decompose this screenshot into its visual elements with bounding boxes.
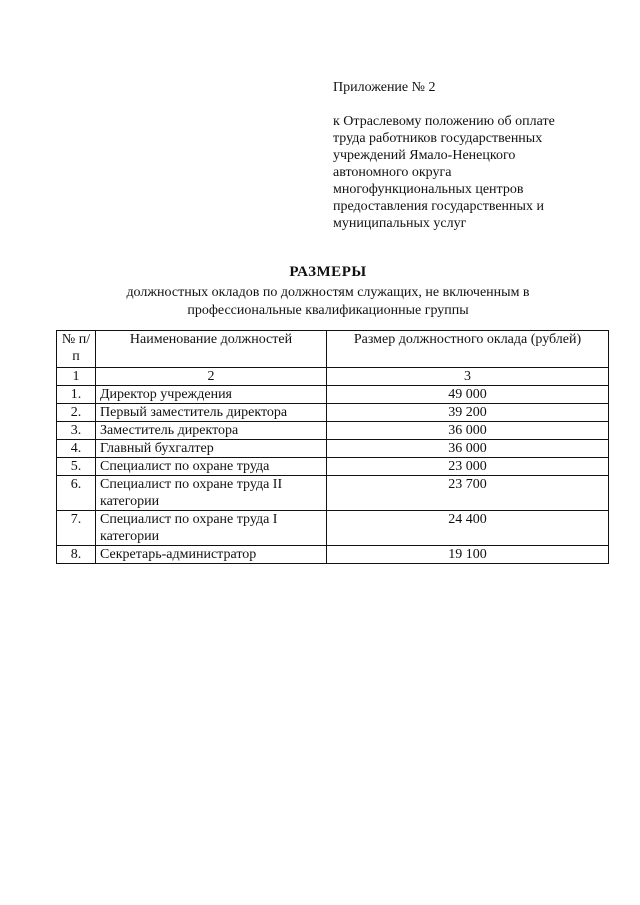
row-number: 3. [57, 422, 96, 440]
row-number: 2. [57, 404, 96, 422]
table-row [57, 546, 609, 564]
header-number: № п/п [57, 331, 96, 368]
column-number-2: 2 [96, 368, 327, 386]
table-row [57, 511, 609, 546]
row-number: 1. [57, 386, 96, 404]
row-number: 7. [57, 511, 96, 546]
table-row [57, 440, 609, 458]
position-name: Директор учреждения [96, 386, 327, 404]
appendix-number: Приложение № 2 [333, 80, 436, 95]
position-name: Секретарь-администратор [96, 546, 327, 564]
position-name: Специалист по охране труда I категории [96, 511, 327, 546]
column-numbers-row [57, 368, 609, 386]
table-row [57, 422, 609, 440]
header-salary: Размер должностного оклада (рублей) [327, 331, 609, 368]
salary-value: 49 000 [327, 386, 609, 404]
salary-value: 24 400 [327, 511, 609, 546]
column-number-3: 3 [327, 368, 609, 386]
salary-value: 39 200 [327, 404, 609, 422]
salary-table [56, 330, 609, 564]
appendix-block [333, 79, 603, 232]
position-name: Специалист по охране труда [96, 458, 327, 476]
table-row [57, 458, 609, 476]
salary-value: 19 100 [327, 546, 609, 564]
row-number: 6. [57, 476, 96, 511]
salary-value: 23 700 [327, 476, 609, 511]
salary-value: 23 000 [327, 458, 609, 476]
position-name: Специалист по охране труда II категории [96, 476, 327, 511]
document-title: РАЗМЕРЫ [289, 264, 367, 280]
position-name: Главный бухгалтер [96, 440, 327, 458]
salary-value: 36 000 [327, 422, 609, 440]
table-row [57, 404, 609, 422]
row-number: 8. [57, 546, 96, 564]
row-number: 5. [57, 458, 96, 476]
table-header-row [57, 331, 609, 368]
table-row [57, 476, 609, 511]
appendix-note: к Отраслевому положению об оплате труда работников государственных учреждений Ямало-Ненецкого автономного округа многофункциональных центров предоставления государственных и муниципальных услуг [333, 114, 555, 231]
position-name: Первый заместитель директора [96, 404, 327, 422]
salary-value: 36 000 [327, 440, 609, 458]
table-row [57, 386, 609, 404]
column-number-1: 1 [57, 368, 96, 386]
row-number: 4. [57, 440, 96, 458]
document-subtitle: должностных окладов по должностям служащих, не включенным в профессиональные квалификационные группы [126, 285, 530, 318]
header-position: Наименование должностей [96, 331, 327, 368]
position-name: Заместитель директора [96, 422, 327, 440]
